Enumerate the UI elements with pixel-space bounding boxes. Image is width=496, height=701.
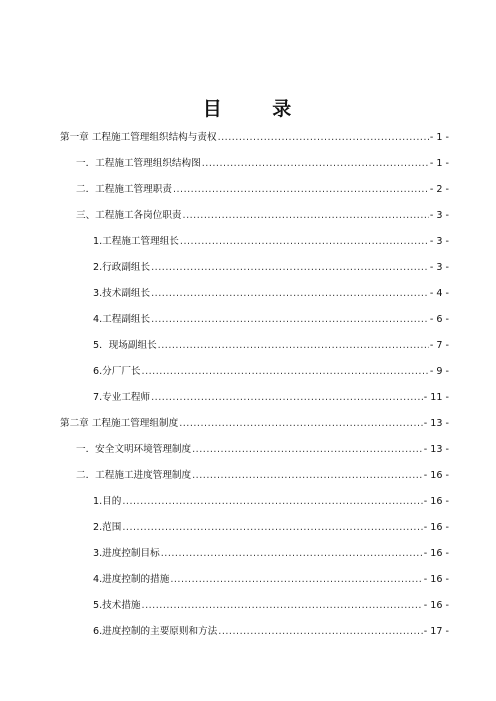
toc-entry-label: 第一章 工程施工管理组织结构与责权 xyxy=(60,132,217,143)
toc-entry-page-number: - 16 - xyxy=(423,600,449,611)
toc-dot-leader xyxy=(142,600,423,612)
toc-entry-page-number: - 16 - xyxy=(423,522,449,533)
toc-entry-label: 一．工程施工管理组织结构图 xyxy=(76,158,201,169)
toc-dot-leader xyxy=(202,158,429,170)
toc-entry-page-number: - 16 - xyxy=(423,574,449,585)
toc-dot-leader xyxy=(170,574,422,586)
toc-dot-leader xyxy=(183,210,429,222)
toc-entry-page-number: - 13 - xyxy=(423,418,449,429)
toc-entry-label: 三、工程施工各岗位职责 xyxy=(76,210,182,221)
toc-entry-page-number: - 3 - xyxy=(429,262,449,273)
toc-title: 目 录 xyxy=(202,98,294,120)
toc-dot-leader xyxy=(151,262,429,274)
toc-dot-leader xyxy=(161,548,423,560)
toc-entry-page-number: - 11 - xyxy=(423,392,449,403)
toc-entry-page-number: - 1 - xyxy=(429,132,449,143)
toc-entry-label: 1.工程施工管理组长 xyxy=(93,236,179,247)
toc-dot-leader xyxy=(142,366,429,378)
toc-dot-leader xyxy=(218,132,429,144)
toc-entry[interactable] xyxy=(93,522,449,534)
toc-entry-label: 3.技术副组长 xyxy=(93,288,151,299)
toc-dot-leader xyxy=(151,392,423,404)
toc-entry-page-number: - 3 - xyxy=(429,236,449,247)
toc-entry[interactable] xyxy=(93,366,449,378)
toc-entry[interactable] xyxy=(93,236,449,248)
toc-entry[interactable] xyxy=(60,418,449,430)
toc-entry-page-number: - 16 - xyxy=(423,470,449,481)
toc-entry-page-number: - 16 - xyxy=(423,548,449,559)
toc-entry-label: 7.专业工程师 xyxy=(93,392,151,403)
toc-dot-leader xyxy=(122,522,422,534)
toc-entry-label: 2.范围 xyxy=(93,522,122,533)
toc-entry-page-number: - 4 - xyxy=(429,288,449,299)
toc-entry[interactable] xyxy=(60,132,449,144)
toc-entry-label: 4.进度控制的措施 xyxy=(93,574,170,585)
toc-dot-leader xyxy=(192,444,423,456)
toc-entry[interactable] xyxy=(93,626,449,638)
toc-dot-leader xyxy=(192,470,423,482)
toc-entry[interactable] xyxy=(76,184,449,196)
toc-entry-label: 二．工程施工进度管理制度 xyxy=(76,470,192,481)
toc-entry[interactable] xyxy=(93,392,449,404)
toc-entry[interactable] xyxy=(76,210,449,222)
toc-dot-leader xyxy=(151,288,429,300)
toc-dot-leader xyxy=(218,626,422,638)
toc-entry-label: 一．安全文明环境管理制度 xyxy=(76,444,192,455)
toc-entry-page-number: - 16 - xyxy=(423,496,449,507)
toc-entry[interactable] xyxy=(93,548,449,560)
toc-entry-label: 第二章 工程施工管理组制度 xyxy=(60,418,179,429)
toc-entry[interactable] xyxy=(93,496,449,508)
toc-entry-label: 5.技术措施 xyxy=(93,600,141,611)
toc-entry-label: 6.分厂厂长 xyxy=(93,366,141,377)
toc-entry[interactable] xyxy=(93,574,449,586)
toc-dot-leader xyxy=(151,314,429,326)
toc-entry-label: 6.进度控制的主要原则和方法 xyxy=(93,626,218,637)
toc-entry[interactable] xyxy=(93,314,449,326)
toc-entry-page-number: - 7 - xyxy=(429,340,449,351)
toc-entry[interactable] xyxy=(76,158,449,170)
toc-entry-label: 1.目的 xyxy=(93,496,122,507)
toc-entry[interactable] xyxy=(93,600,449,612)
toc-dot-leader xyxy=(158,340,429,352)
toc-entry[interactable] xyxy=(93,262,449,274)
toc-entry-label: 2.行政副组长 xyxy=(93,262,151,273)
toc-dot-leader xyxy=(122,496,422,508)
toc-entry-label: 二．工程施工管理职责 xyxy=(76,184,172,195)
toc-entry[interactable] xyxy=(93,340,449,352)
toc-entry-page-number: - 6 - xyxy=(429,314,449,325)
toc-entry-label: 4.工程副组长 xyxy=(93,314,151,325)
toc-entry-label: 5．现场副组长 xyxy=(93,340,157,351)
toc-entry-page-number: - 13 - xyxy=(423,444,449,455)
toc-dot-leader xyxy=(180,236,429,248)
toc-entry[interactable] xyxy=(76,470,449,482)
toc-dot-leader xyxy=(173,184,429,196)
toc-dot-leader xyxy=(179,418,423,430)
toc-entry-page-number: - 17 - xyxy=(423,626,449,637)
toc-entry-page-number: - 1 - xyxy=(429,158,449,169)
toc-entry-page-number: - 9 - xyxy=(429,366,449,377)
toc-entry-label: 3.进度控制目标 xyxy=(93,548,160,559)
toc-entry-page-number: - 3 - xyxy=(429,210,449,221)
toc-entry-page-number: - 2 - xyxy=(429,184,449,195)
toc-entry[interactable] xyxy=(93,288,449,300)
toc-entry[interactable] xyxy=(76,444,449,456)
